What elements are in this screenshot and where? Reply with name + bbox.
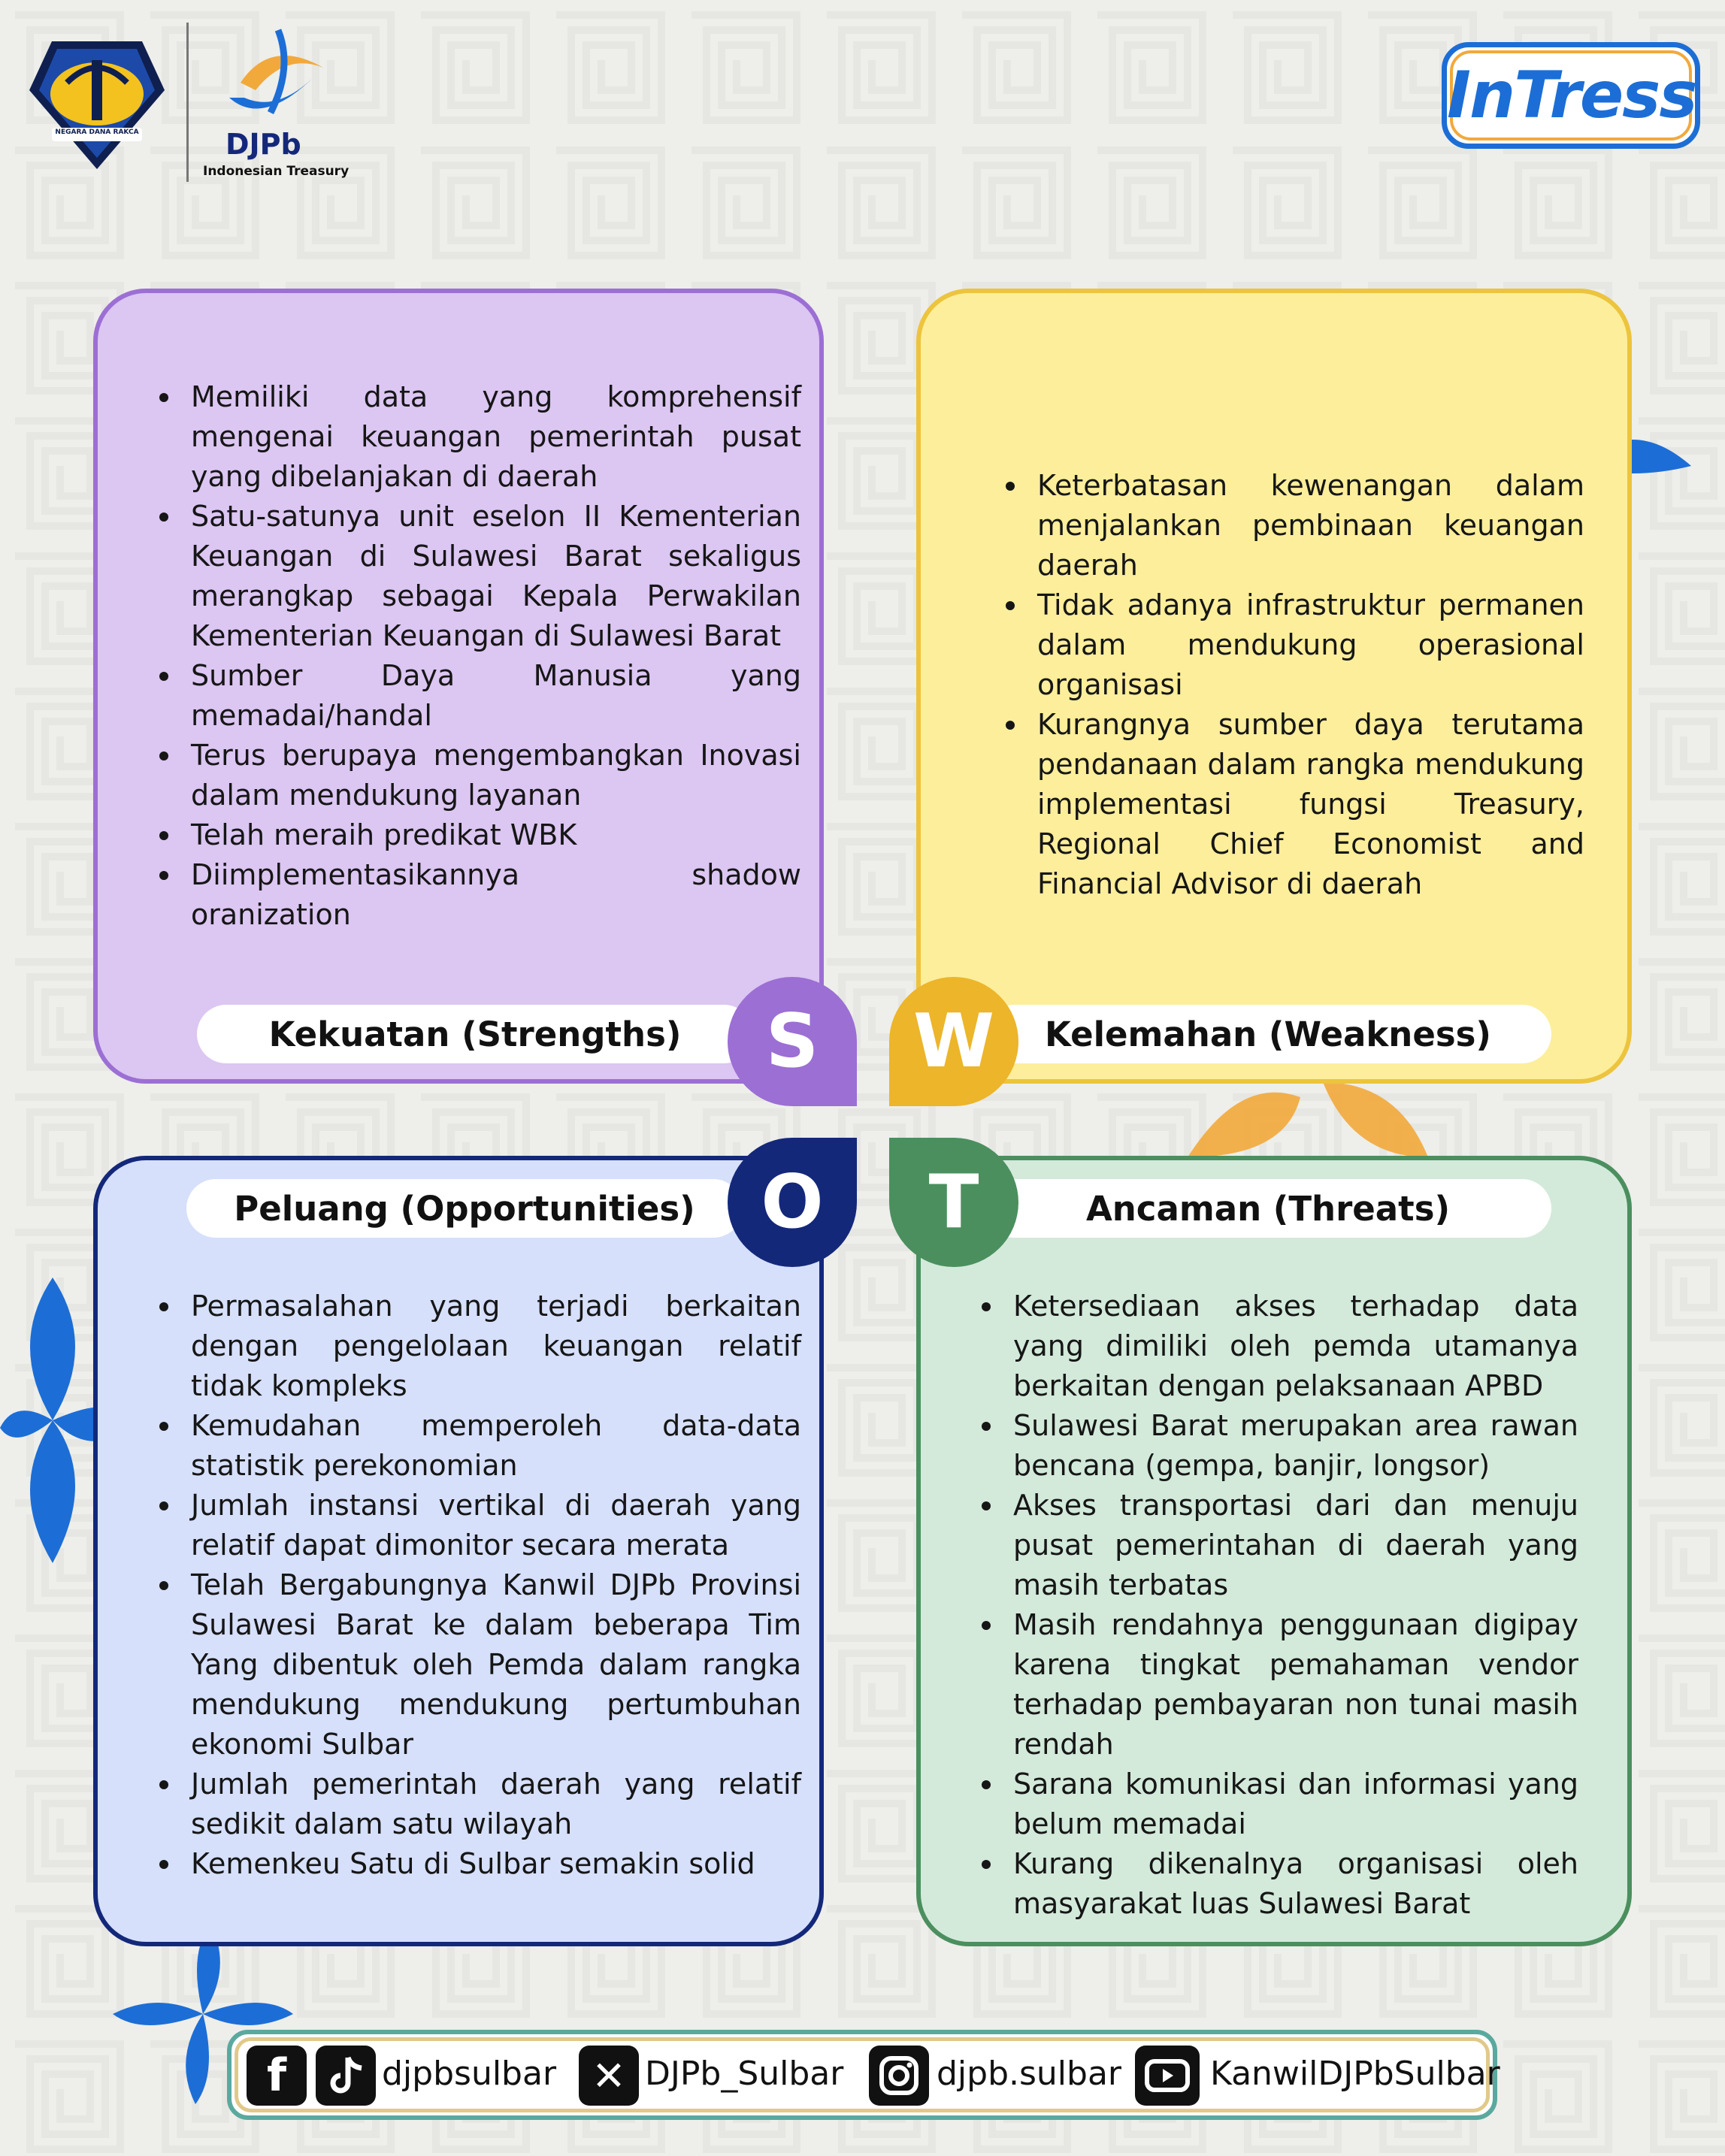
- opportunities-letter-badge: O: [728, 1138, 857, 1267]
- strengths-letter-badge: S: [728, 977, 857, 1106]
- list-item: Diimplementasikannya shadow oranization: [191, 855, 801, 935]
- list-item: Masih rendahnya penggunaan digipay karena tingkat pemahaman vendor terhadap pembayaran non tunai masih rendah: [1013, 1605, 1578, 1764]
- opportunities-title: Peluang (Opportunities): [186, 1179, 743, 1238]
- list-item: Kemenkeu Satu di Sulbar semakin solid: [191, 1844, 801, 1884]
- weakness-list: [1004, 466, 1584, 904]
- intress-logo: [1442, 42, 1700, 149]
- list-item: Ketersediaan akses terhadap data yang dimiliki oleh pemda utamanya berkaitan dengan pelaksanaan APBD: [1013, 1287, 1578, 1406]
- instagram-icon[interactable]: [869, 2046, 929, 2106]
- header-divider: [186, 23, 189, 182]
- list-item: Sumber Daya Manusia yang memadai/handal: [191, 656, 801, 736]
- list-item: Keterbatasan kewenangan dalam menjalankan pembinaan keuangan daerah: [1037, 466, 1584, 585]
- ministry-emblem-icon: [26, 38, 168, 173]
- social-handle[interactable]: DJPb_Sulbar: [645, 2055, 844, 2093]
- djpb-logo: [203, 23, 353, 184]
- ministry-motto: NEGARA DANA RAKCA: [55, 129, 139, 136]
- social-handle[interactable]: KanwilDJPbSulbar: [1210, 2055, 1500, 2093]
- list-item: Telah meraih predikat WBK: [191, 815, 801, 855]
- social-handle[interactable]: djpbsulbar: [382, 2055, 557, 2093]
- threats-title: Ancaman (Threats): [985, 1179, 1551, 1238]
- list-item: Kurangnya sumber daya terutama pendanaan dalam rangka mendukung implementasi fungsi Treasury, Regional Chief Economist and Financial Advisor di daerah: [1037, 705, 1584, 904]
- list-item: Permasalahan yang terjadi berkaitan dengan pengelolaan keuangan relatif tidak kompleks: [191, 1287, 801, 1406]
- djpb-swoosh-icon: [218, 23, 331, 120]
- threats-letter-badge: T: [889, 1138, 1018, 1267]
- list-item: Terus berupaya mengembangkan Inovasi dalam mendukung layanan: [191, 736, 801, 815]
- threats-list: [980, 1287, 1578, 1924]
- weakness-letter-badge: W: [889, 977, 1018, 1106]
- list-item: Jumlah instansi vertikal di daerah yang relatif dapat dimonitor secara merata: [191, 1486, 801, 1565]
- list-item: Sarana komunikasi dan informasi yang belum memadai: [1013, 1764, 1578, 1844]
- strengths-list: [158, 377, 801, 935]
- tiktok-icon[interactable]: [316, 2046, 376, 2106]
- list-item: Satu-satunya unit eselon II Kementerian Keuangan di Sulawesi Barat sekaligus merangkap sebagai Kepala Perwakilan Kementerian Keuangan di Sulawesi Barat: [191, 497, 801, 656]
- list-item: Kurang dikenalnya organisasi oleh masyarakat luas Sulawesi Barat: [1013, 1844, 1578, 1924]
- list-item: Sulawesi Barat merupakan area rawan bencana (gempa, banjir, longsor): [1013, 1406, 1578, 1486]
- list-item: Jumlah pemerintah daerah yang relatif sedikit dalam satu wilayah: [191, 1764, 801, 1844]
- ministry-logo: [26, 38, 168, 173]
- intress-logo-text: InTress: [1447, 58, 1696, 133]
- list-item: Kemudahan memperoleh data-data statistik perekonomian: [191, 1406, 801, 1486]
- opportunities-list: [158, 1287, 801, 1884]
- social-handle[interactable]: djpb.sulbar: [937, 2055, 1122, 2093]
- youtube-icon[interactable]: [1135, 2046, 1200, 2106]
- djpb-title: DJPb: [225, 128, 301, 161]
- x-icon[interactable]: ✕: [579, 2046, 639, 2106]
- list-item: Memiliki data yang komprehensif mengenai keuangan pemerintah pusat yang dibelanjakan di daerah: [191, 377, 801, 497]
- list-item: Tidak adanya infrastruktur permanen dalam mendukung operasional organisasi: [1037, 585, 1584, 705]
- strengths-title: Kekuatan (Strengths): [197, 1005, 753, 1063]
- list-item: Akses transportasi dari dan menuju pusat pemerintahan di daerah yang masih terbatas: [1013, 1486, 1578, 1605]
- facebook-icon[interactable]: f: [247, 2046, 307, 2106]
- list-item: Telah Bergabungnya Kanwil DJPb Provinsi Sulawesi Barat ke dalam beberapa Tim Yang dibentuk oleh Pemda dalam rangka mendukung mendukung pertumbuhan ekonomi Sulbar: [191, 1565, 801, 1764]
- djpb-subtitle: Indonesian Treasury: [203, 164, 350, 179]
- weakness-title: Kelemahan (Weakness): [985, 1005, 1551, 1063]
